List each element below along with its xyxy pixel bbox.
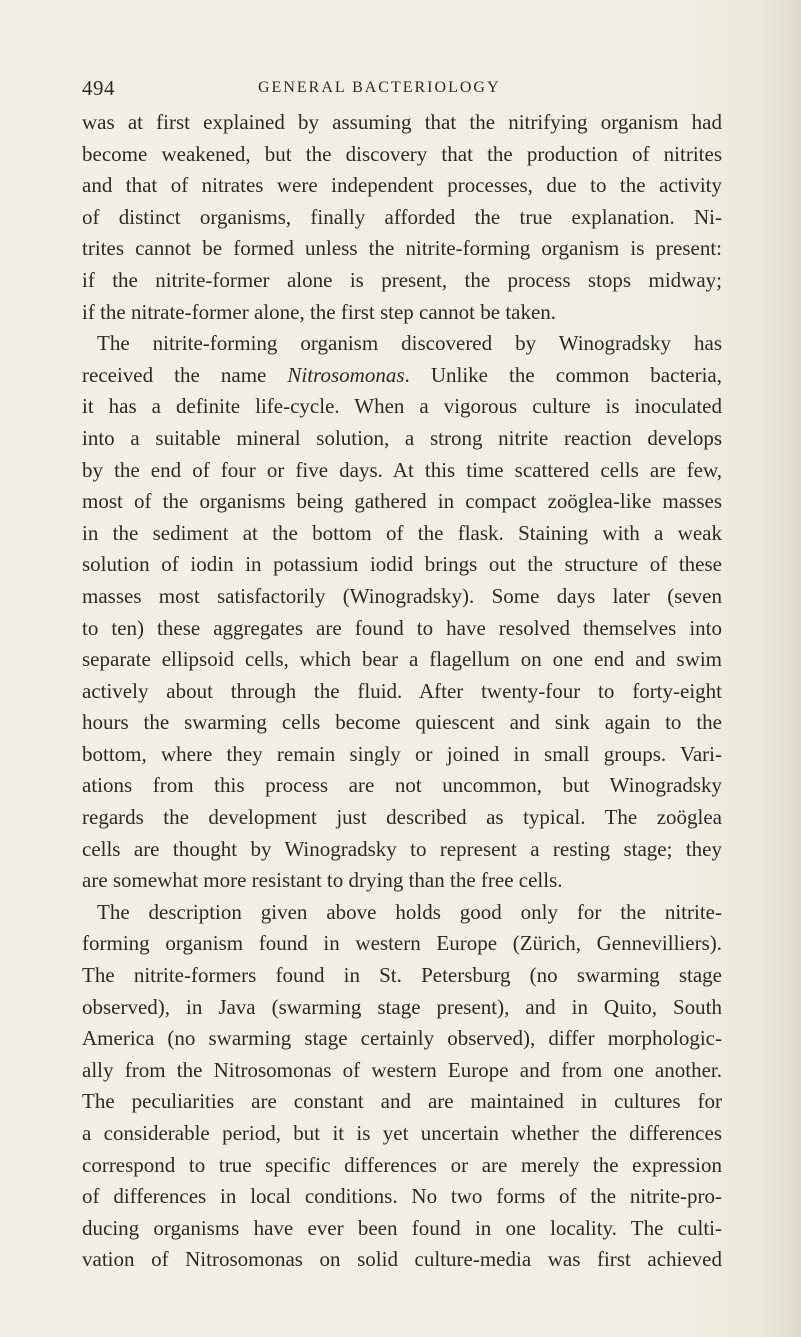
text-line: regards the development just described as typical. The zoöglea (82, 805, 722, 830)
page-edge-shadow (761, 0, 801, 1337)
text-segment: . Unlike the common bacteria, (404, 362, 722, 387)
text-line: cells are thought by Winogradsky to represent a resting stage; they (82, 836, 722, 861)
text-line: was at first explained by assuming that the nitrifying organism had (82, 110, 722, 134)
text-line: to ten) these aggregates are found to have resolved themselves into (82, 615, 722, 640)
text-line: ducing organisms have ever been found in one locality. The culti- (82, 1215, 722, 1240)
text-line: by the end of four or five days. At this time scattered cells are few, (82, 457, 722, 482)
text-line: correspond to true specific differences or are merely the expression (82, 1152, 722, 1177)
text-line: The nitrite-formers found in St. Petersburg (no swarming stage (82, 963, 722, 988)
text-line: forming organism found in western Europe (Zürich, Gennevilliers). (82, 931, 722, 956)
text-line: bottom, where they remain singly or joined in small groups. Vari- (82, 741, 722, 766)
text-line: hours the swarming cells become quiescent and sink again to the (82, 710, 722, 735)
text-line: vation of Nitrosomonas on solid culture-media was first achieved (82, 1247, 722, 1272)
text-line: it has a definite life-cycle. When a vigorous culture is inoculated (82, 394, 722, 419)
text-line: are somewhat more resistant to drying than the free cells. (82, 868, 563, 893)
text-line: solution of iodin in potassium iodid brings out the structure of these (82, 552, 722, 577)
text-line: actively about through the fluid. After twenty-four to forty-eight (82, 678, 722, 703)
text-line-mixed (82, 360, 722, 392)
text-line: America (no swarming stage certainly observed), differ morphologic- (82, 1026, 722, 1051)
text-line: of distinct organisms, finally afforded the true explanation. Ni- (82, 204, 722, 229)
text-line: ally from the Nitrosomonas of western Europe and from one another. (82, 1057, 722, 1082)
text-line: most of the organisms being gathered in compact zoöglea-like masses (82, 489, 722, 514)
running-title: GENERAL BACTERIOLOGY (258, 79, 501, 96)
text-line: ations from this process are not uncommon, but Winogradsky (82, 773, 722, 798)
genus-name-italic: Nitrosomonas (287, 362, 405, 387)
text-line: and that of nitrates were independent processes, due to the activity (82, 173, 722, 198)
text-line: of differences in local conditions. No two forms of the nitrite-pro- (82, 1184, 722, 1209)
page-number: 494 (82, 76, 115, 100)
body-text (82, 107, 722, 1276)
text-line: trites cannot be formed unless the nitrite-forming organism is present: (82, 236, 722, 261)
text-line: separate ellipsoid cells, which bear a flagellum on one end and swim (82, 647, 722, 672)
text-line: become weakened, but the discovery that the production of nitrites (82, 141, 722, 166)
text-line: The description given above holds good only for the nitrite- (97, 899, 722, 924)
text-line: if the nitrite-former alone is present, the process stops midway; (82, 267, 722, 292)
running-head (82, 76, 722, 100)
text-segment: received the name (82, 362, 288, 387)
text-line: in the sediment at the bottom of the flask. Staining with a weak (82, 520, 722, 545)
text-line: The nitrite-forming organism discovered by Winogradsky has (97, 331, 722, 356)
text-line: if the nitrate-former alone, the first step cannot be taken. (82, 299, 557, 324)
text-line: masses most satisfactorily (Winogradsky). Some days later (seven (82, 583, 722, 608)
text-line: into a suitable mineral solution, a strong nitrite reaction develops (82, 425, 722, 450)
text-line: observed), in Java (swarming stage present), and in Quito, South (82, 994, 722, 1019)
text-line: The peculiarities are constant and are maintained in cultures for (82, 1089, 722, 1114)
text-line: a considerable period, but it is yet uncertain whether the differences (82, 1121, 722, 1145)
